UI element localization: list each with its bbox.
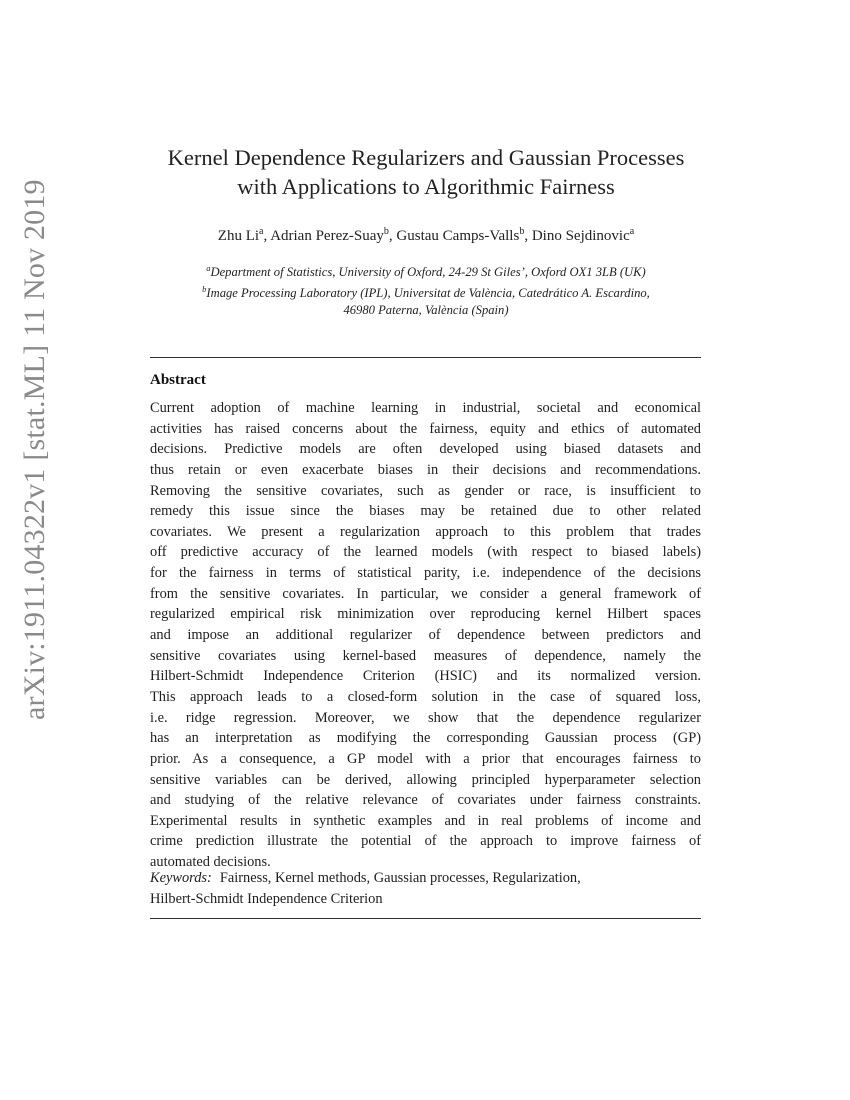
title-line-2: with Applications to Algorithmic Fairness — [237, 174, 615, 199]
abstract-line: prior. As a consequence, a GP model with a prior that encourages fairness to — [150, 750, 701, 767]
arxiv-identifier-stamp: arXiv:1911.04322v1 [stat.ML] 11 Nov 2019 — [18, 179, 51, 720]
abstract-line: regularized empirical risk minimization over reproducing kernel Hilbert spaces — [150, 606, 701, 623]
abstract-line: activities has raised concerns about the fairness, equity and ethics of automated — [150, 420, 701, 437]
abstract-line: and impose an additional regularizer of dependence between predictors and — [150, 627, 701, 644]
abstract-line: thus retain or even exacerbate biases in their decisions and recommendations. — [150, 461, 701, 478]
paper-title — [150, 143, 702, 201]
abstract-line: has an interpretation as modifying the corresponding Gaussian process (GP) — [150, 730, 701, 747]
abstract-line: remedy this issue since the biases may be retained due to other related — [150, 503, 701, 520]
abstract-line: covariates. We present a regularization approach to this problem that trades — [150, 523, 701, 540]
affiliation-b-continued: 46980 Paterna, València (Spain) — [343, 303, 509, 318]
abstract-line: and studying of the relative relevance of covariates under fairness constraints. — [150, 792, 701, 809]
abstract-line: Removing the sensitive covariates, such as gender or race, is insufficient to — [150, 482, 701, 499]
affiliations — [150, 260, 702, 319]
abstract-line: from the sensitive covariates. In particular, we consider a general framework of — [150, 585, 701, 602]
keywords-line-2: Hilbert-Schmidt Independence Criterion — [150, 890, 383, 907]
bottom-divider — [150, 918, 701, 919]
author: Zhu Li$^a$ — [217, 226, 264, 244]
top-divider — [150, 357, 701, 358]
keywords-label: Keywords: — [150, 870, 212, 886]
author: Adrian Perez-Suay$^b$ — [270, 226, 389, 244]
abstract-heading: Abstract — [150, 372, 206, 388]
abstract-line: This approach leads to a closed-form solution in the case of squared loss, — [150, 688, 701, 705]
abstract-body — [150, 398, 701, 873]
abstract-line: for the fairness in terms of statistical parity, i.e. independence of the decisions — [150, 565, 701, 582]
abstract-line: crime prediction illustrate the potential of the approach to improve fairness of — [150, 833, 701, 850]
affiliation-b: $^b$Image Processing Laboratory (IPL), Universitat de València, Catedrático A. Escardino, — [202, 284, 650, 301]
abstract-line: Hilbert-Schmidt Independence Criterion (HSIC) and its normalized version. — [150, 668, 701, 685]
author-list: Zhu Li$^a$, Adrian Perez-Suay$^b$, Gustau Camps-Valls$^b$, Dino Sejdinovic$^a$ — [217, 226, 635, 244]
abstract-line: sensitive variables can be derived, allowing principled hyperparameter selection — [150, 771, 701, 788]
author: Gustau Camps-Valls$^b$ — [396, 226, 525, 244]
abstract-line: off predictive accuracy of the learned models (with respect to biased labels) — [150, 544, 701, 561]
abstract-line: Current adoption of machine learning in industrial, societal and economical — [150, 400, 701, 416]
abstract-line: i.e. ridge regression. Moreover, we show that the dependence regularizer — [150, 709, 701, 726]
author: Dino Sejdinovic$^a$ — [531, 226, 635, 244]
abstract-line: Experimental results in synthetic examples and in real problems of income and — [150, 812, 701, 829]
abstract-line: decisions. Predictive models are often developed using biased datasets and — [150, 441, 701, 458]
abstract-line: automated decisions. — [150, 854, 271, 871]
affiliation-a: $^a$Department of Statistics, University of Oxford, 24-29 St Giles’, Oxford OX1 3LB (UK) — [206, 263, 646, 280]
abstract-line: sensitive covariates using kernel-based measures of dependence, namely the — [150, 647, 701, 664]
keywords — [150, 868, 701, 909]
keywords-line-1: Keywords: Fairness, Kernel methods, Gaussian processes, Regularization, — [150, 870, 581, 886]
title-line-1: Kernel Dependence Regularizers and Gaussian Processes — [167, 145, 685, 170]
